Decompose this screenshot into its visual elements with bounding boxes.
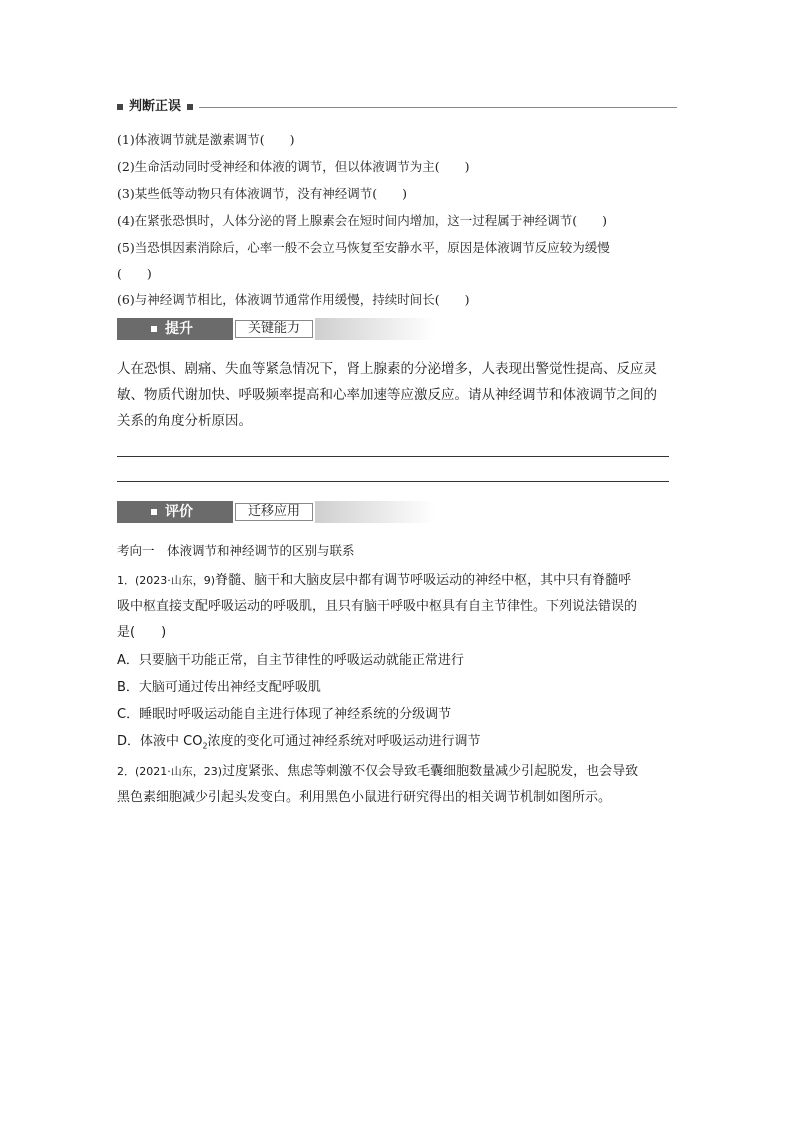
judge-item-1: (1)体液调节就是激素调节( ) — [117, 132, 295, 147]
judge-item-4: (4)在紧张恐惧时，人体分泌的肾上腺素会在短时间内增加，这一过程属于神经调节( ) — [117, 213, 607, 228]
paragraph-line: 敏、物质代谢加快、呼吸频率提高和心率加速等应激反应。请从神经调节和体液调节之间的 — [117, 387, 657, 403]
q1-line-2: 吸中枢直接支配呼吸运动的呼吸肌，且只有脑干呼吸中枢具有自主节律性。下列说法错误的 — [117, 599, 638, 614]
q2-line-2: 黑色素细胞减少引起头发变白。利用黑色小鼠进行研究得出的相关调节机制如图所示。 — [117, 790, 612, 805]
section-banner-tisheng — [117, 318, 437, 340]
paragraph-line: 关系的角度分析原因。 — [117, 413, 252, 429]
q1-option-d: D．体液中 $CO_2$浓度的变化可通过神经系统对呼吸运动进行调节 — [117, 734, 481, 751]
square-bullet-icon — [117, 104, 123, 110]
square-bullet-icon — [151, 326, 157, 332]
q1-text: 脊髓、脑干和大脑皮层中都有调节呼吸运动的神经中枢，其中只有脊髓呼 — [215, 573, 632, 588]
q2-text: 过度紧张、焦虑等刺激不仅会导致毛囊细胞数量减少引起脱发，也会导致 — [222, 764, 639, 779]
judge-item-2: (2)生命活动同时受神经和体液的调节，但以体液调节为主( ) — [117, 159, 470, 174]
q2-lead: 2．(2021·山东，23) — [117, 765, 223, 778]
judge-item-5-blank: ( ) — [117, 266, 152, 281]
q1-line-3: 是( ) — [117, 625, 167, 640]
square-bullet-icon — [151, 509, 157, 515]
kaoxiang-heading: 考向一 体液调节和神经调节的区别与联系 — [117, 543, 355, 558]
section-banner-pingjia — [117, 501, 437, 523]
paragraph-line: 人在恐惧、剧痛、失血等紧急情况下，肾上腺素的分泌增多，人表现出警觉性提高、反应灵 — [117, 361, 657, 377]
q1-option-a: A．只要脑干功能正常，自主节律性的呼吸运动就能正常进行 — [117, 653, 464, 668]
q1-lead: 1．(2023·山东，9) — [117, 574, 216, 587]
section-sublabel: 迁移应用 — [247, 504, 300, 519]
heading-rule — [199, 107, 677, 108]
section-sublabel: 关键能力 — [247, 321, 300, 336]
q1-option-b: B．大脑可通过传出神经支配呼吸肌 — [117, 680, 321, 695]
judge-item-3: (3)某些低等动物只有体液调节，没有神经调节( ) — [117, 186, 407, 201]
answer-line — [117, 456, 669, 457]
judge-item-6: (6)与神经调节相比，体液调节通常作用缓慢，持续时间长( ) — [117, 292, 470, 307]
judge-item-5: (5)当恐惧因素消除后，心率一般不会立马恢复至安静水平，原因是体液调节反应较为缓慢 — [117, 240, 610, 255]
q1-option-c: C．睡眠时呼吸运动能自主进行体现了神经系统的分级调节 — [117, 707, 452, 722]
judge-heading — [117, 97, 677, 117]
answer-line — [117, 481, 669, 482]
judge-title: 判断正误 — [129, 99, 182, 114]
section-label: 提升 — [165, 321, 193, 337]
section-label: 评价 — [165, 504, 193, 520]
q2-line-1 — [117, 759, 638, 785]
square-bullet-icon — [187, 104, 193, 110]
tisheng-paragraph — [117, 356, 677, 434]
q1-line-1 — [117, 568, 631, 594]
